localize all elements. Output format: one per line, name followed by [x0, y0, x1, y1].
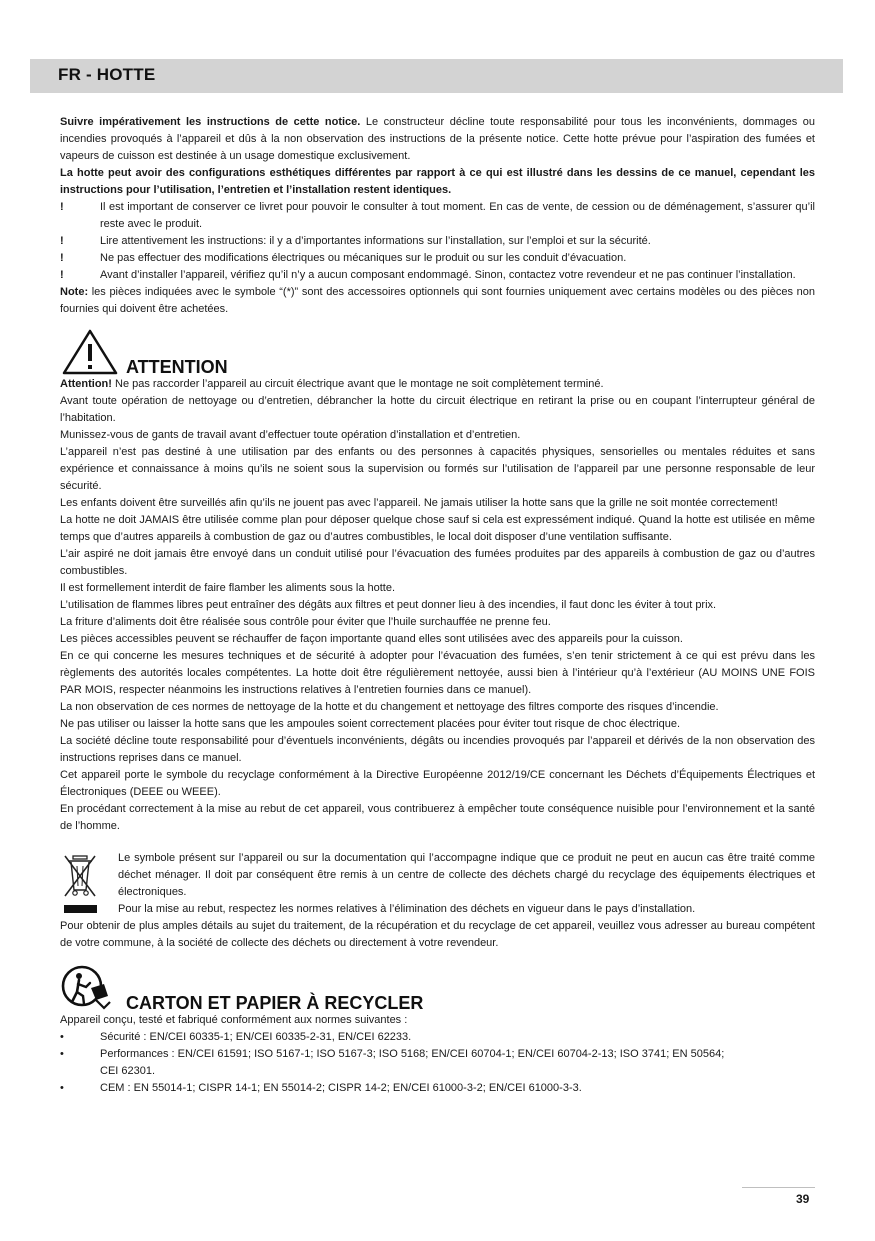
config-bold: La hotte peut avoir des configurations esthétiques différentes par rapport à ce qui est illustré dans les dessins de ce manuel, cependant les instructions pour l’utilisation, l’entretien et l’installation restent identiques. [60, 167, 815, 196]
warning-text: Lire attentivement les instructions: il y a d’importantes informations sur l’installation, sur l’emploi et sur la sécurité. [100, 235, 651, 247]
intro-text: Le constructeur décline toute responsabilité pour tous les inconvénients, dommages ou incendies provoqués à l’appareil et dûs à la non observation des instructions de la présente notice. Cette hotte prévue pour l’aspiration des fumées et vapeurs de cuisson est destinée à un usage domestique exclusivement. [60, 116, 816, 162]
attention-paragraph: En procédant correctement à la mise au rebut de cet appareil, vous contribuerez à empêcher toute conséquence nuisible pour l’environnement et la santé de l’homme. [60, 803, 815, 832]
bullet-mark: • [60, 1031, 64, 1043]
exclamation-mark: ! [60, 201, 64, 213]
note-label: Note: [60, 286, 89, 298]
warning-item [60, 199, 815, 233]
warning-triangle-icon [60, 328, 120, 376]
weee-paragraph: Le symbole présent sur l’appareil ou sur la documentation qui l’accompagne indique que ce produit ne peut en aucun cas être traité comme déchet ménager. Il doit par conséquent être remis à un centre de collecte des déchets chargé du recyclage des équipements électriques et électroniques. [118, 852, 815, 898]
bullet-mark: • [60, 1082, 64, 1094]
attention-paragraph: Ne pas utiliser ou laisser la hotte sans que les ampoules soient correctement placées pour éviter tout risque de choc électrique. [60, 718, 681, 730]
exclamation-mark: ! [60, 269, 64, 281]
list-item [60, 1046, 815, 1080]
attention-paragraph: Cet appareil porte le symbole du recyclage conformément à la Directive Européenne 2012/19/CE concernant les Déchets d’Équipements Électriques et Électroniques (DEEE ou WEEE). [60, 769, 815, 798]
attention-first-paragraph [60, 376, 815, 393]
warning-text: Avant d’installer l’appareil, vérifiez qu’il n’y a aucun composant endommagé. Sinon, contactez votre revendeur et ne pas continuer l’installation. [100, 269, 796, 281]
list-item-text: Performances : EN/CEI 61591; ISO 5167-1; ISO 5167-3; ISO 5168; EN/CEI 60704-1; EN/CEI 60704-2-13; ISO 3741; EN 50564; CEI 62301. [100, 1048, 725, 1077]
exclamation-mark: ! [60, 252, 64, 264]
attention-paragraph: La hotte ne doit JAMAIS être utilisée comme plan pour déposer quelque chose sauf si cela est expressément indiqué. Quand la hotte est utilisée en même temps que d’autres appareils à combustion de gaz ou d’autres combustibles, le local doit disposer d’une ventilation suffisante. [60, 514, 815, 543]
page-content [60, 114, 815, 1097]
recycle-heading [60, 960, 815, 1012]
list-item-text: Sécurité : EN/CEI 60335-1; EN/CEI 60335-2-31, EN/CEI 62233. [100, 1031, 412, 1043]
warning-text: Ne pas effectuer des modifications électriques ou mécaniques sur le produit ou sur les conduit d’évacuation. [100, 252, 627, 264]
standards-list [60, 1029, 815, 1097]
warning-item [60, 233, 815, 250]
attention-paragraph: Les pièces accessibles peuvent se réchauffer de façon importante quand elles sont utilisées avec des appareils pour la cuisson. [60, 633, 683, 645]
list-item-text: CEM : EN 55014-1; CISPR 14-1; EN 55014-2; CISPR 14-2; EN/CEI 61000-3-2; EN/CEI 61000-3-3. [100, 1082, 582, 1094]
header-title: FR - HOTTE [58, 65, 156, 84]
bullet-mark: • [60, 1048, 64, 1060]
list-item [60, 1029, 815, 1046]
crossed-bin-icon [60, 850, 100, 918]
attention-paragraph: Avant toute opération de nettoyage ou d’entretien, débrancher la hotte du circuit électrique en retirant la prise ou en coupant l’interrupteur général de l’habitation. [60, 395, 815, 424]
attention-paragraph: L’air aspiré ne doit jamais être envoyé dans un conduit utilisé pour l’évacuation des fumées produites par des appareils à combustion de gaz ou d’autres combustibles. [60, 548, 815, 577]
exclamation-mark: ! [60, 235, 64, 247]
carton-recycle-icon [60, 962, 120, 1012]
note-text: les pièces indiquées avec le symbole “(*)” sont des accessoires optionnels qui sont fournies uniquement avec certains modèles ou des pièces non fournies qui doivent être achetées. [60, 286, 815, 315]
attention-paragraph: En ce qui concerne les mesures techniques et de sécurité à adopter pour l’évacuation des fumées, s’en tenir strictement à ce qui est prévu dans les règlements des autorités locales compétentes. La hotte doit être régulièrement nettoyée, aussi bien à l’intérieur qu’à l’extérieur (AU MOINS UNE FOIS PAR MOIS, respecter néanmoins les instructions relatives à l’entretien fournies dans ce manuel). [60, 650, 815, 696]
attention-text: Ne pas raccorder l’appareil au circuit électrique avant que le montage ne soit complètement terminé. [111, 378, 604, 390]
intro-paragraph [60, 114, 815, 165]
attention-paragraph: Munissez-vous de gants de travail avant d’effectuer toute opération d’installation et d’entretien. [60, 429, 521, 441]
page-number: 39 [796, 1192, 810, 1206]
attention-paragraph: Il est formellement interdit de faire flamber les aliments sous la hotte. [60, 582, 396, 594]
config-paragraph [60, 165, 815, 199]
attention-title: ATTENTION [126, 357, 228, 377]
page-header [30, 59, 843, 93]
recycle-title: CARTON ET PAPIER À RECYCLER [126, 993, 424, 1013]
warning-text: Il est important de conserver ce livret pour pouvoir le consulter à tout moment. En cas de vente, de cession ou de déménagement, s’assurer qu’il reste avec le produit. [100, 201, 815, 230]
attention-paragraph: L’utilisation de flammes libres peut entraîner des dégâts aux filtres et peut donner lieu à des incendies, il faut donc les éviter à tout prix. [60, 599, 717, 611]
attention-paragraph: La friture d’aliments doit être réalisée sous contrôle pour éviter que l’huile surchauffée ne prenne feu. [60, 616, 551, 628]
footer-divider [742, 1187, 815, 1188]
weee-block [60, 850, 815, 918]
intro-bold: Suivre impérativement les instructions de cette notice. [60, 116, 361, 128]
attention-paragraph: L’appareil n’est pas destiné à une utilisation par des enfants ou des personnes à capacités physiques, sensorielles ou mentales réduites et sans expérience et connaissance à moins qu’ils ne soient sous la supervision ou formés sur l’utilisation de l’appareil par une personne responsable de leur sécurité. [60, 446, 815, 492]
attention-paragraph: La société décline toute responsabilité pour d’éventuels inconvénients, dégâts ou incendies provoqués par l’appareil et dérivés de la non observation des instructions reprises dans ce manuel. [60, 735, 815, 764]
attention-heading [60, 324, 815, 376]
warning-item [60, 267, 815, 284]
weee-paragraph: Pour la mise au rebut, respectez les normes relatives à l’élimination des déchets en vigueur dans le pays d’installation. [118, 903, 696, 915]
standards-intro: Appareil conçu, testé et fabriqué conformément aux normes suivantes : [60, 1014, 408, 1026]
weee-text [118, 850, 815, 918]
attention-paragraph: Les enfants doivent être surveillés afin qu’ils ne jouent pas avec l’appareil. Ne jamais utiliser la hotte sans que la grille ne soit montée correctement! [60, 497, 778, 509]
attention-bold: Attention! [60, 378, 112, 390]
note-paragraph [60, 284, 815, 318]
list-item [60, 1080, 815, 1097]
weee-icon-column [60, 850, 100, 918]
warning-item [60, 250, 815, 267]
attention-paragraph: La non observation de ces normes de nettoyage de la hotte et du changement et nettoyage des filtres comporte des risques d’incendie. [60, 701, 719, 713]
weee-details-paragraph: Pour obtenir de plus amples détails au sujet du traitement, de la récupération et du recyclage de cet appareil, veuillez vous adresser au bureau compétent de votre commune, à la société de collecte des déchets ou directement à votre revendeur. [60, 920, 815, 949]
